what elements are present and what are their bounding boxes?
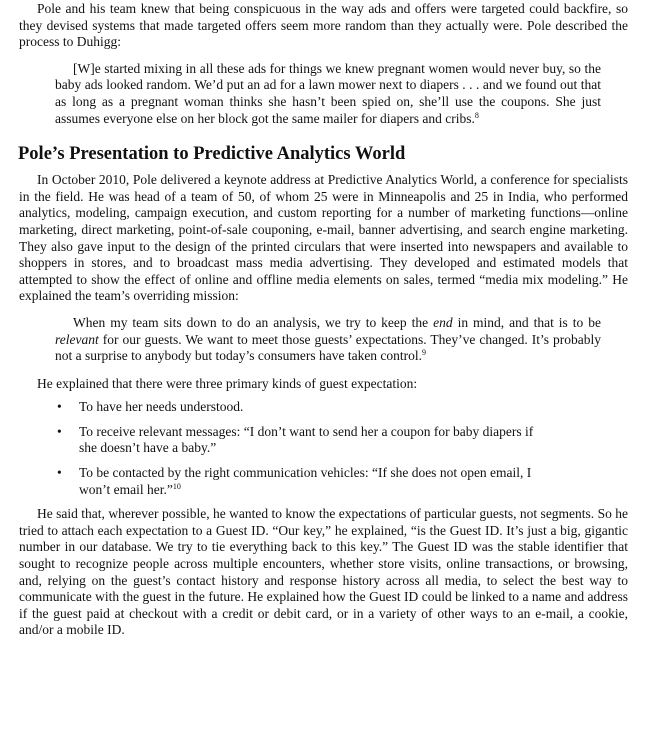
list-item [57, 424, 628, 457]
paragraph-expectations [19, 376, 628, 393]
emphasis-end: end [433, 314, 453, 330]
paragraph-intro-text: Pole and his team knew that being conspicuous in the way ads and offers were targeted could backfire, so they devised systems that made targeted offers seem more random than they actually were. Pole described the process to Duhigg: [19, 1, 628, 50]
expectation-list [19, 399, 628, 498]
list-item-text: To have her needs understood. [79, 399, 244, 415]
paragraph-expectations-text: He explained that there were three primary kinds of guest expectation: [37, 375, 418, 391]
paragraph-presentation [19, 172, 628, 305]
block-quote-2-paragraph [55, 315, 601, 365]
bullet-icon: • [57, 399, 62, 415]
list-item [57, 399, 628, 416]
block-quote-1-text: [W]e started mixing in all these ads for things we knew pregnant women would never buy, so the baby ads looked random. We’d put an ad for a lawn mower next to diapers . . . and we found out that as long as a pregnant woman thinks she hasn’t been spied on, she’ll use the coupons. She just assumes everyone else on her block got the same mailer for diapers and cribs. [55, 60, 601, 126]
block-quote-2-part2: in mind, and that is to be [452, 314, 601, 330]
emphasis-relevant: relevant [55, 331, 99, 347]
paragraph-intro [19, 1, 628, 51]
section-heading: Pole’s Presentation to Predictive Analytics World [18, 144, 406, 165]
footnote-ref-10: 10 [172, 481, 181, 491]
block-quote-2-part3: for our guests. We want to meet those guests’ expectations. They’ve changed. It’s probably not a surprise to anybody but today’s consumers have taken control. [55, 331, 601, 364]
paragraph-guest-id-text: He said that, wherever possible, he wanted to know the expectations of particular guests, not segments. So he tried to attach each expectation to a Guest ID. “Our key,” he explained, “is the Guest ID. It’s just a big, gigantic number in our database. We try to tie everything back to this key.” The Guest ID was the stable identifier that sought to recognize people across multiple encounters, whether store visits, online transactions, or browsing, and, relying on the guest’s contact history and response history across all media, to select the best way to communicate with the guest in the future. He explained how the Guest ID could be linked to a name and address if the guest paid at checkout with a credit or debit card, or in a variety of other ways to an e-mail, a cookie, and/or a mobile ID. [19, 506, 628, 638]
bullet-icon: • [57, 465, 62, 481]
footnote-ref-8: 8 [474, 110, 479, 120]
paragraph-presentation-text: In October 2010, Pole delivered a keynote address at Predictive Analytics World, a conference for specialists in the field. He was head of a team of 50, of whom 25 were in Minneapolis and 25 in India, who performed analytics, modeling, campaign execution, and custom reporting for a number of marketing functions—online marketing, direct marketing, point-of-sale couponing, e-mail, banner advertising, and search engine marketing. They also gave input to the design of the printed circulars that were inserted into newspapers and available to shoppers in stores, and to broadcast mass media advertising. They developed and estimated models that attempted to show the effect of online and offline media elements on sales, termed “media mix modeling.” He explained the team’s overriding mission: [19, 172, 628, 304]
bullet-icon: • [57, 423, 62, 439]
block-quote-1 [19, 61, 628, 127]
footnote-ref-9: 9 [422, 348, 427, 358]
list-item-text: To receive relevant messages: “I don’t want to send her a coupon for baby diapers if she doesn’t have a baby.” [79, 423, 534, 456]
block-quote-1-paragraph [55, 61, 601, 127]
list-item-text: To be contacted by the right communication vehicles: “If she does not open email, I won’t email her.” [79, 465, 532, 497]
list-item [57, 465, 628, 498]
block-quote-2-part1: When my team sits down to do an analysis, we try to keep the [73, 314, 434, 330]
paragraph-guest-id [19, 506, 628, 639]
block-quote-2 [19, 315, 628, 365]
